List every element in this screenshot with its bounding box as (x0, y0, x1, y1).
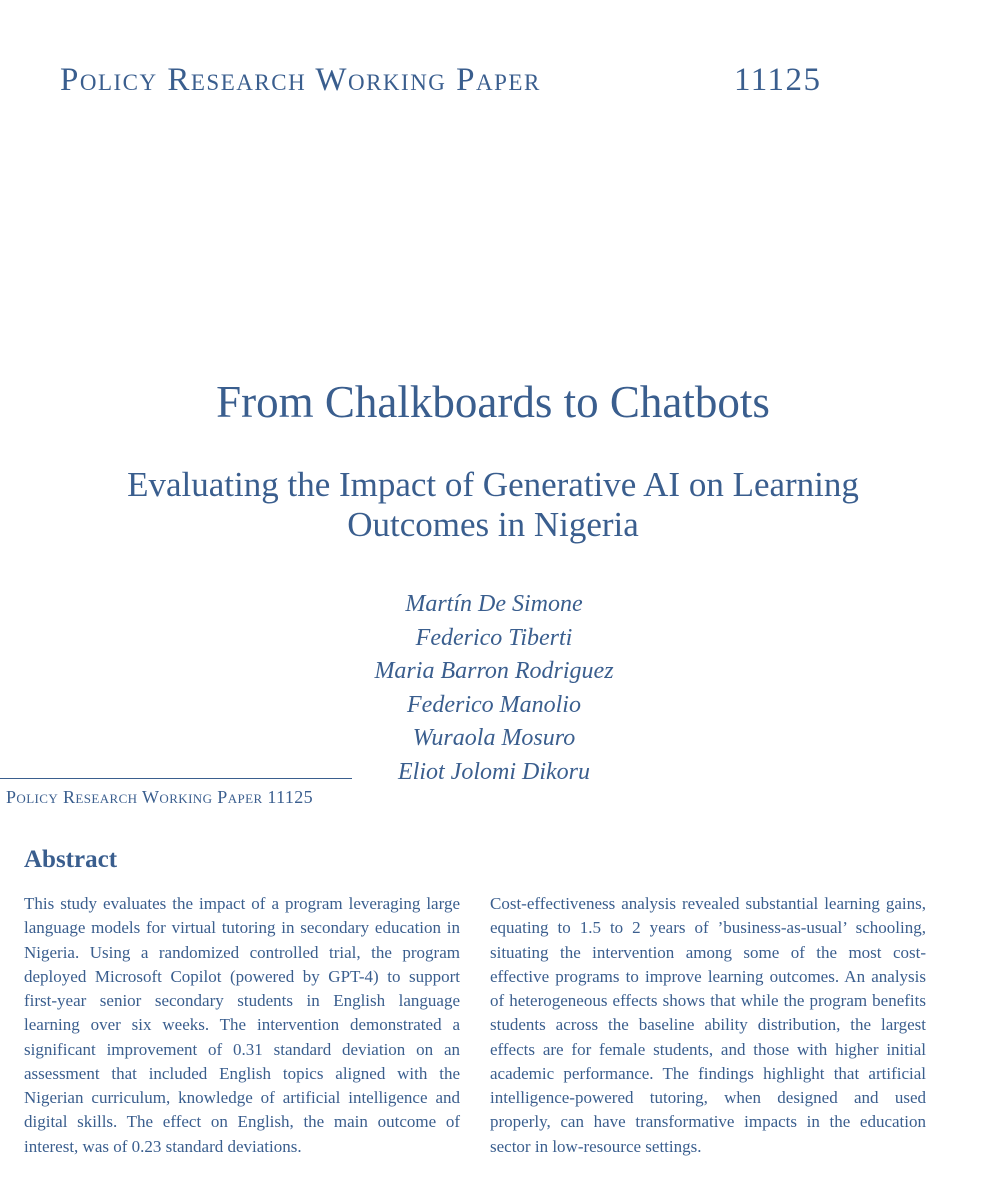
author-name: Eliot Jolomi Dikoru (398, 758, 590, 785)
author-name: Federico Manolio (407, 691, 581, 718)
abstract-heading: Abstract (24, 846, 118, 873)
paper-subtitle: Evaluating the Impact of Generative AI on Learning Outcomes in Nigeria (127, 465, 859, 544)
author-name: Federico Tiberti (415, 624, 573, 651)
header-paper-number: 11125 (734, 62, 822, 98)
footer-series-line: Policy Research Working Paper 11125 (6, 787, 314, 807)
paper-title: From Chalkboards to Chatbots (216, 377, 770, 427)
author-name: Maria Barron Rodriguez (374, 658, 614, 684)
author-name: Martín De Simone (405, 591, 583, 617)
abstract-left-column: This study evaluates the impact of a program leveraging large language models for virtual tutoring in secondary education in Nigeria. Using a randomized controlled trial, the program deployed Microsoft Copilot (powered by GPT-4) to support first-year senior secondary students in English language learning over six weeks. The intervention demonstrated a significant improvement of 0.31 standard deviation on an assessment that included English topics aligned with the Nigerian curriculum, knowledge of artificial intelligence and digital skills. The effect on English, the main outcome of interest, was of 0.23 standard deviations. (24, 894, 460, 1156)
author-list (294, 588, 694, 785)
abstract-right-column: Cost-effectiveness analysis revealed substantial learning gains, equating to 1.5 to 2 years of ’business-as-usual’ schooling, situating the intervention among some of the most cost-effective programs to improve learning outcomes. An analysis of heterogeneous effects shows that while the program benefits students across the baseline ability distribution, the largest effects are for female students, and those with higher initial academic performance. The findings highlight that artificial intelligence-powered tutoring, when designed and used properly, can have transformative impacts in the education sector in low-resource settings. (490, 894, 926, 1156)
footer-divider (0, 778, 352, 779)
author-name: Wuraola Mosuro (412, 725, 576, 751)
header-series-title: Policy Research Working Paper (60, 62, 541, 98)
